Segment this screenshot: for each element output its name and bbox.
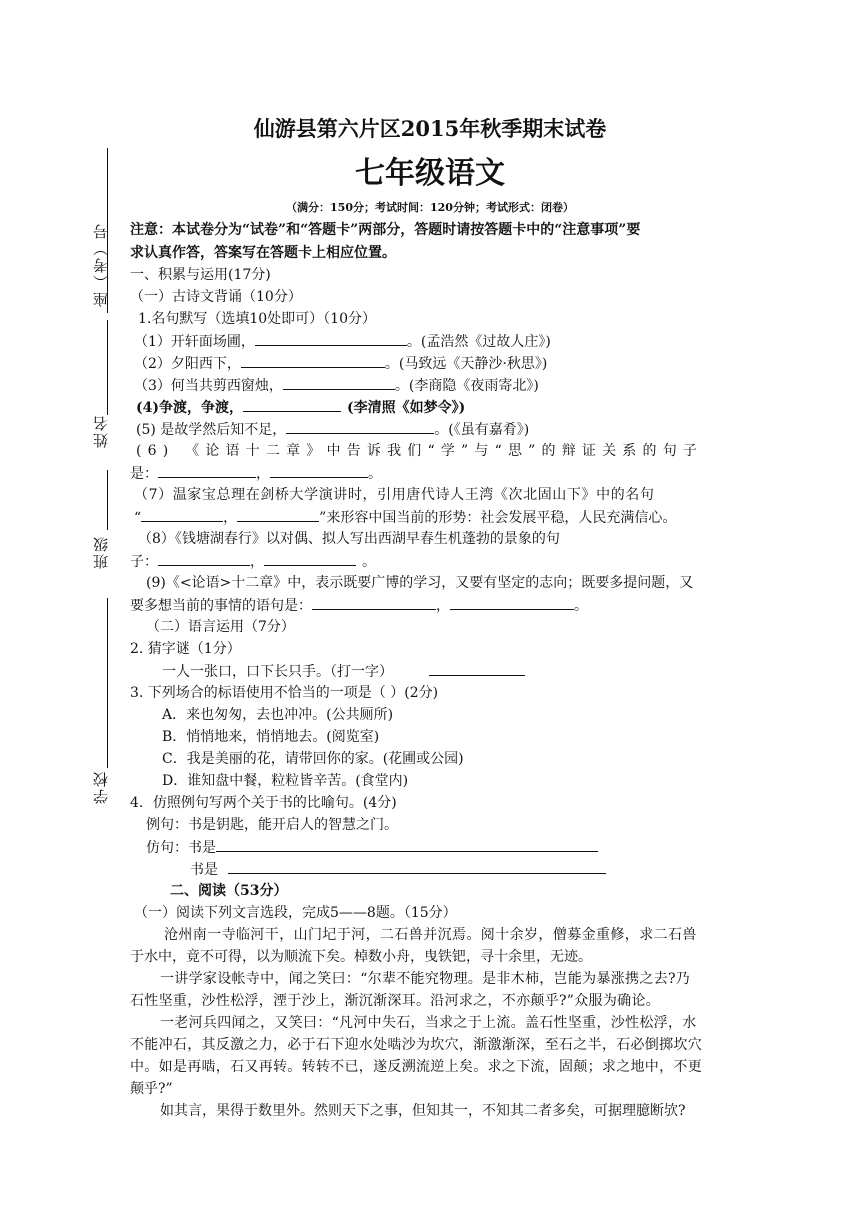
- binding-line-name: [107, 320, 108, 415]
- q3-option-d: D．谁知盘中餐，粒粒皆辛苦。(食堂内): [162, 773, 409, 789]
- q1-9-comma: ，: [436, 598, 450, 614]
- q1-4-source: (李清照《如梦令》): [347, 400, 466, 416]
- q1-8-prefix: 子：: [130, 554, 158, 570]
- q3-title: 3. 下列场合的标语使用不恰当的一项是（ ）(2分): [130, 685, 439, 701]
- q1-4-prompt: (4)争渡，争渡，: [136, 400, 243, 416]
- q1-item-5: [136, 419, 529, 440]
- q1-9-prefix: 要多想当前的事情的语句是：: [130, 598, 312, 614]
- answer-blank[interactable]: [270, 463, 368, 478]
- q4-imitation-1: [146, 837, 598, 858]
- answer-blank[interactable]: [264, 551, 356, 566]
- q1-7-rest: ”来形容中国当前的形势：社会发展平稳，人民充满信心。: [319, 510, 677, 526]
- exam-meta: （满分：150分；考试时间：120分钟；考试形式：闭卷）: [286, 201, 574, 214]
- q2-riddle: 一人一张口，口下长只手。（打一字）: [162, 664, 393, 680]
- binding-line-class: [107, 470, 108, 530]
- q3-option-c: C．我是美丽的花，请带回你的家。(花圃或公园): [162, 751, 464, 767]
- answer-blank[interactable]: [312, 595, 436, 610]
- q1-item-6-line2: [130, 463, 382, 484]
- q1-6-comma: ，: [256, 466, 270, 482]
- notice-line-2: 求认真作答，答案写在答题卡上相应位置。: [130, 245, 396, 261]
- q1-8-end: 。: [362, 554, 376, 570]
- answer-blank[interactable]: [216, 837, 598, 852]
- q1-1-prompt: （1）开轩面场圃，: [134, 334, 255, 350]
- q1-2-source: 。(马致远《天静沙·秋思》): [384, 356, 548, 372]
- q4-title: 4．仿照例句写两个关于书的比喻句。(4分): [130, 795, 397, 811]
- part2-title: （二）语言运用（7分）: [146, 619, 295, 635]
- q4-imitation-2: [190, 859, 606, 880]
- answer-blank[interactable]: [450, 595, 574, 610]
- q1-7-open: “: [134, 510, 142, 526]
- q1-item-3: [134, 375, 539, 396]
- class-label: 班级: [92, 535, 110, 569]
- passage-p3-line1: 一老河兵四闻之，又笑曰：“凡河中失石，当求之于上流。盖石性坚重，沙性松浮，水: [160, 1015, 697, 1031]
- passage-p3-line4: 颠乎?”: [130, 1081, 173, 1097]
- answer-blank[interactable]: [243, 397, 341, 412]
- answer-blank[interactable]: [241, 353, 385, 368]
- q1-item-2: [134, 353, 547, 374]
- passage-p3-line3: 中。如是再啮，石又再转。转转不已，遂反溯流逆上矣。求之下流，固颠；求之地中，不更: [130, 1059, 702, 1075]
- q1-item-9-line1: (9)《<论语>十二章》中，表示既要广博的学习，又要有坚定的志向；既要多提问题，又: [146, 575, 694, 591]
- seat-number-label: 座（考）号: [92, 222, 110, 307]
- q1-3-source: 。(李商隐《夜雨寄北》): [394, 378, 539, 394]
- answer-blank[interactable]: [286, 419, 434, 434]
- q1-9-end: 。: [574, 598, 588, 614]
- passage-p4-line1: 如其言，果得于数里外。然则天下之事，但知其一，不知其二者多矣，可据理臆断欤?: [160, 1103, 686, 1119]
- subject-title: 七年级语文: [355, 156, 505, 191]
- q1-2-prompt: （2）夕阳西下，: [134, 356, 241, 372]
- part1-title: （一）古诗文背诵（10分）: [130, 289, 302, 305]
- passage-p1-line2: 于水中，竟不可得，以为顺流下矣。棹数小舟，曳铁钯，寻十余里，无迹。: [130, 949, 592, 965]
- q4-imitation-1-prefix: 仿句：书是: [146, 840, 216, 856]
- answer-blank[interactable]: [237, 507, 319, 522]
- q1-item-1: [134, 331, 551, 352]
- q1-8-comma: ，: [250, 554, 264, 570]
- q1-6-prefix: 是：: [130, 466, 158, 482]
- q4-imitation-2-prefix: 书是: [190, 862, 218, 878]
- q1-item-9-line2: [130, 595, 588, 616]
- notice-line-1: 注意：本试卷分为“试卷”和“答题卡”两部分，答题时请按答题卡中的“注意事项”要: [130, 222, 641, 238]
- q1-5-prompt: (5) 是故学然后知不足，: [136, 422, 287, 438]
- q2-text: [162, 661, 525, 682]
- q1-item-4: [136, 397, 465, 418]
- q2-title: 2. 猜字谜（1分）: [130, 641, 241, 657]
- exam-title: 仙游县第六片区2015年秋季期末试卷: [253, 116, 607, 141]
- section2-title: 二、阅读（53分）: [170, 883, 288, 899]
- q3-option-a: A．来也匆匆，去也冲冲。(公共厕所): [162, 707, 394, 723]
- passage-p1-line1: 沧州南一寺临河干，山门圮于河，二石兽并沉焉。阅十余岁，僧募金重修，求二石兽: [164, 927, 697, 943]
- q1-title: 1.名句默写（选填10处即可）（10分）: [138, 311, 376, 327]
- answer-blank[interactable]: [228, 859, 606, 874]
- q1-5-source: 。(《虽有嘉肴》): [434, 422, 530, 438]
- q1-item-8-line1: （8）《钱塘湖春行》以对偶、拟人写出西湖早春生机蓬勃的景象的句: [138, 531, 560, 547]
- q1-1-source: 。(孟浩然《过故人庄》): [406, 334, 551, 350]
- answer-blank[interactable]: [283, 375, 395, 390]
- answer-blank[interactable]: [158, 463, 256, 478]
- q1-6-end: 。: [368, 466, 382, 482]
- passage-p2-line2: 石性坚重，沙性松浮，湮于沙上，渐沉渐深耳。沿河求之，不亦颠乎?”众服为确论。: [130, 993, 661, 1009]
- q3-option-b: B．悄悄地来，悄悄地去。(阅览室): [162, 729, 380, 745]
- section1-title: 一、积累与运用(17分): [130, 267, 271, 283]
- q1-3-prompt: （3）何当共剪西窗烛，: [134, 378, 283, 394]
- answer-blank[interactable]: [141, 507, 223, 522]
- name-label: 姓名: [92, 414, 110, 448]
- reading-part1-title: （一）阅读下列文言选段，完成5——8题。（15分）: [134, 905, 457, 921]
- passage-p2-line1: 一讲学家设帐寺中，闻之笑曰：“尔辈不能究物理。是非木柿，岂能为暴涨携之去?乃: [160, 971, 691, 987]
- q1-7-comma: ，: [223, 510, 238, 526]
- q4-example: 例句：书是钥匙，能开启人的智慧之门。: [146, 817, 398, 833]
- school-label: 学校: [92, 770, 110, 804]
- q1-item-8-line2: [130, 551, 376, 572]
- q1-item-7-line2: [134, 507, 676, 528]
- answer-blank[interactable]: [255, 331, 407, 346]
- q1-item-7-line1: （7）温家宝总理在剑桥大学演讲时，引用唐代诗人王湾《次北固山下》中的名句: [134, 487, 655, 503]
- q1-item-6-line1: (6) 《论语十二章》中告诉我们“学”与“思”的辩证关系的句子: [136, 443, 704, 459]
- answer-blank[interactable]: [158, 551, 250, 566]
- passage-p3-line2: 不能冲石，其反激之力，必于石下迎水处啮沙为坎穴，渐激渐深，至石之半，石必倒掷坎穴: [130, 1037, 702, 1053]
- answer-blank[interactable]: [429, 661, 525, 676]
- binding-line-school: [107, 598, 108, 768]
